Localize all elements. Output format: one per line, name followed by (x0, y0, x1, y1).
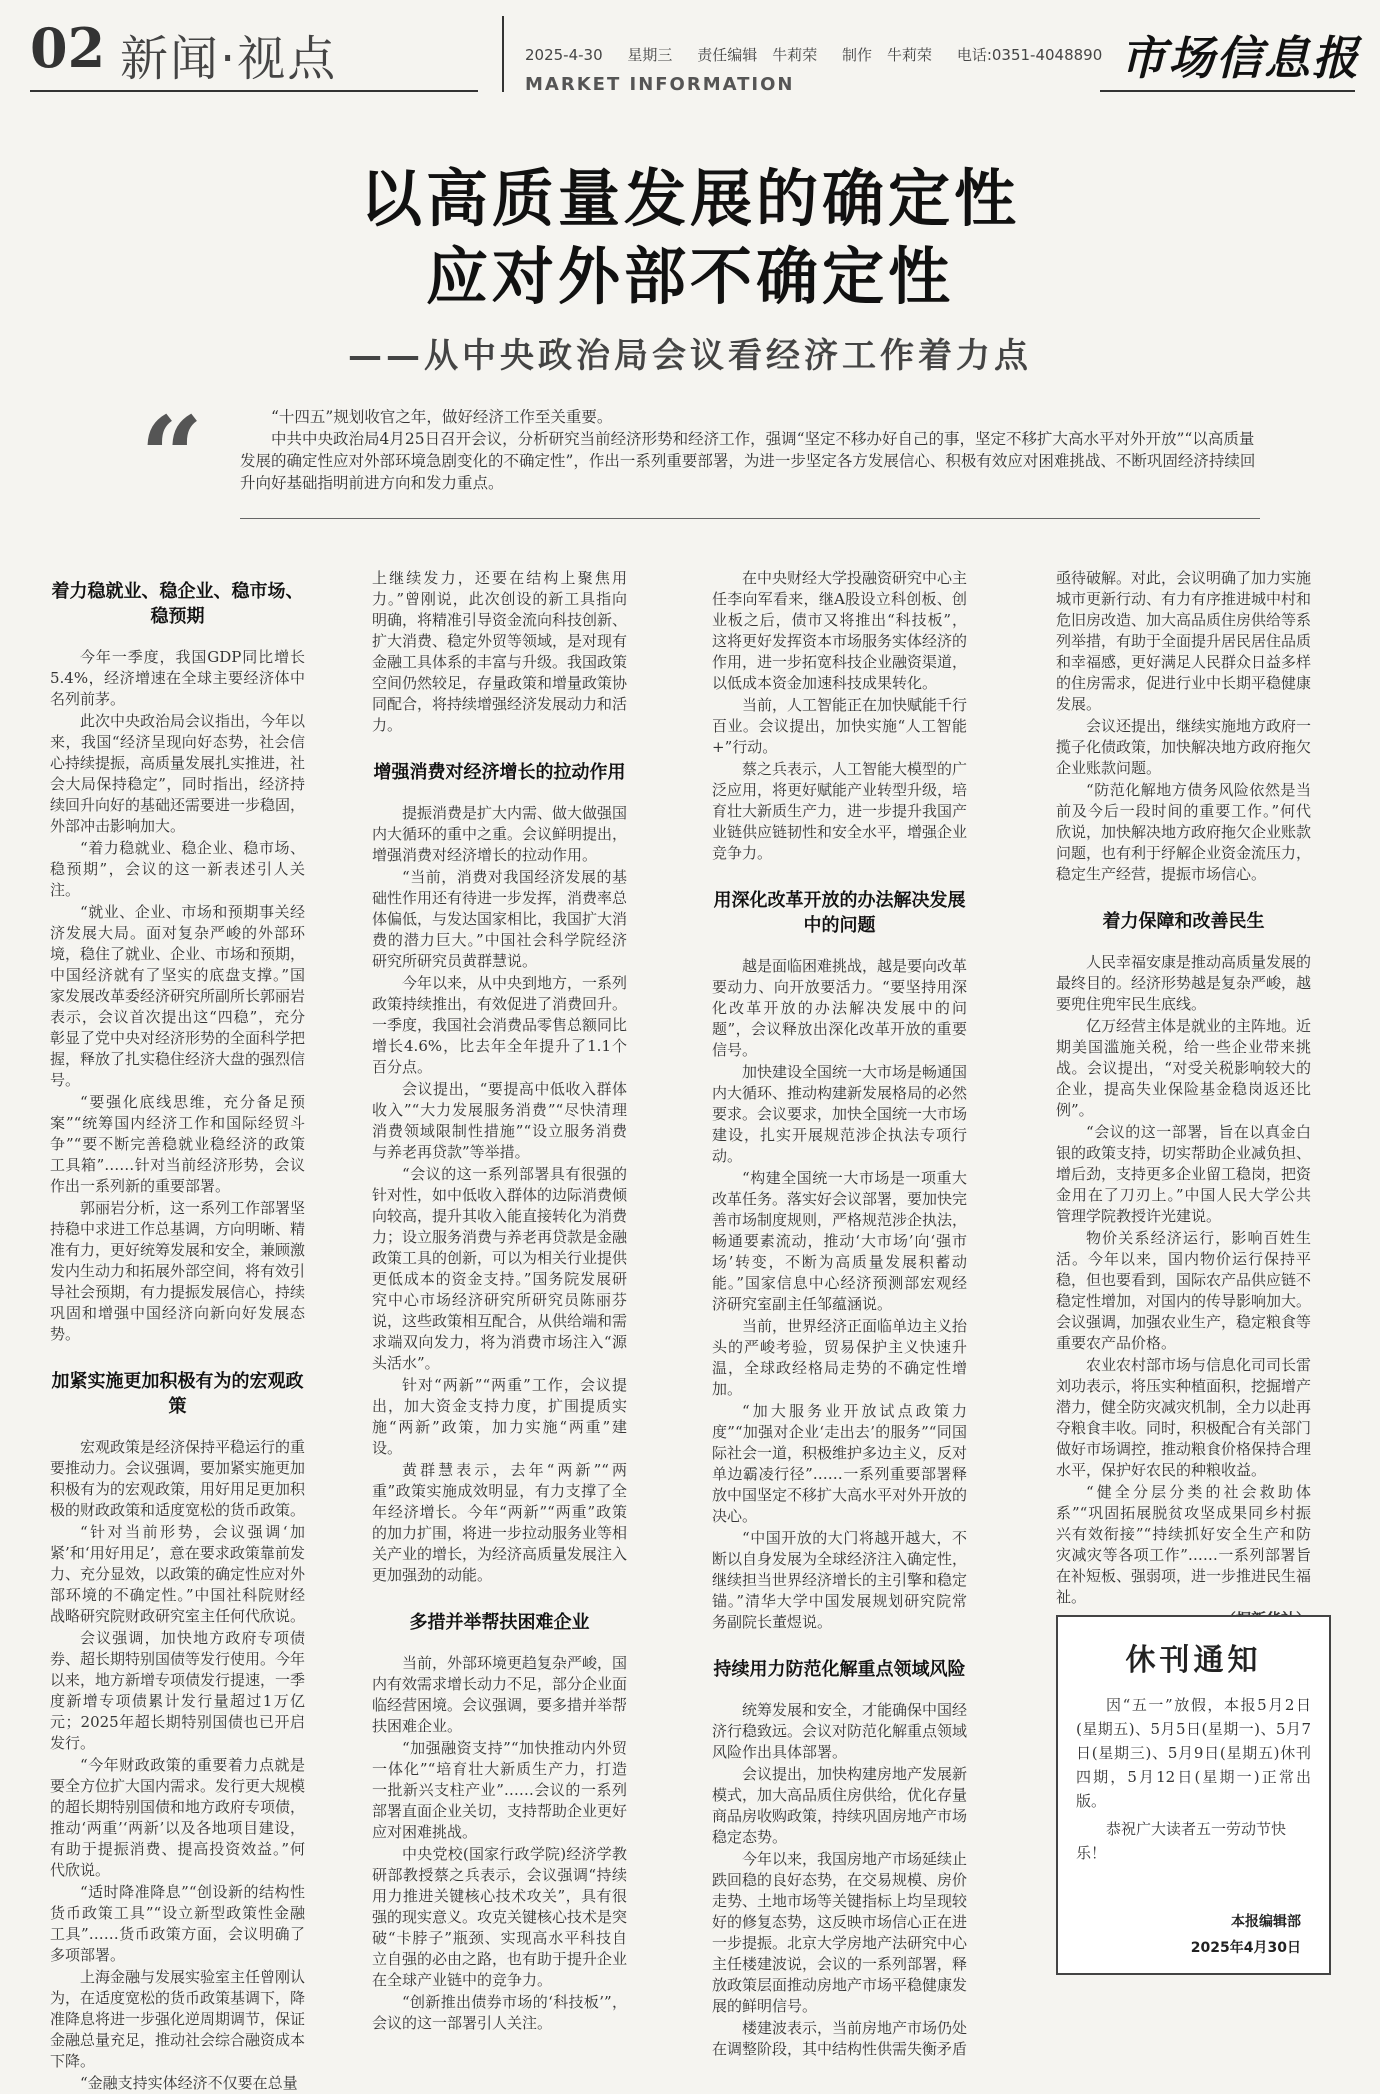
paragraph: 人民幸福安康是推动高质量发展的最终目的。经济形势越是复杂严峻，越要兜住兜牢民生底线。 (1056, 953, 1312, 1013)
paragraph: 会议强调，加快地方政府专项债券、超长期特别国债等发行使用。今年以来，地方新增专项债发行提速，一季度新增专项债累计发行量超过1万亿元；2025年超长期特别国债也已开启发行。 (50, 1629, 306, 1752)
paragraph: 当前，外部环境更趋复杂严峻，国内有效需求增长动力不足，部分企业面临经营困境。会议强调，要多措并举帮扶困难企业。 (372, 1654, 628, 1735)
paragraph: 此次中央政治局会议指出，今年以来，我国“经济呈现向好态势，社会信心持续提振，高质量发展扎实推进，社会大局保持稳定”，同时指出，经济持续回升向好的基础还需要进一步稳固，外部冲击影响加大。 (50, 712, 306, 835)
paragraph: “着力稳就业、稳企业、稳市场、稳预期”，会议的这一新表述引人关注。 (50, 839, 305, 899)
issue-producer: 制作 牛莉荣 (842, 46, 933, 64)
paragraph: “构建全国统一大市场是一项重大改革任务。落实好会议部署，要加快完善市场制度规则，严格规范涉企执法，畅通要素流动，推动‘大市场’向‘强市场’转变，不断为高质量发展积蓄动能。”国家信息中心经济预测部宏观经济研究室副主任邹蕴涵说。 (712, 1169, 968, 1313)
paragraph: “会议的这一系列部署具有很强的针对性，如中低收入群体的边际消费倾向较高，提升其收入能直接转化为消费力；设立服务消费与养老再贷款是金融政策工具的创新，可以为相关行业提供更低成本的资金支持。”国务院发展研究中心市场经济研究所研究员陈丽芬说，这些政策相互配合，从供给端和需求端双向发力，将为消费市场注入“源头活水”。 (372, 1165, 628, 1372)
paragraph: 今年一季度，我国GDP同比增长5.4%，经济增速在全球主要经济体中名列前茅。 (50, 648, 305, 708)
article-headline (0, 160, 1380, 316)
notice-body: 因“五一”放假，本报5月2日(星期五)、5月5日(星期一)、5月7日(星期三)、5月9日(星期五)休刊四期，5月12日(星期一)正常出版。 (1076, 1696, 1311, 1810)
paragraph: “中国开放的大门将越开越大，不断以自身发展为全球经济注入确定性，继续担当世界经济增长的主引擎和稳定锚。”清华大学中国发展规划研究院常务副院长董煜说。 (712, 1529, 968, 1631)
notice-wish: 恭祝广大读者五一劳动节快乐！ (1076, 1820, 1287, 1862)
paragraph: “今年财政政策的重要着力点就是要全方位扩大国内需求。发行更大规模的超长期特别国债和地方政府专项债，推动‘两重’‘两新’以及各地项目建设，有助于提振消费、提高投资效益。”何代欣说。 (50, 1756, 306, 1879)
header-rule-right (1100, 90, 1355, 92)
paragraph: 宏观政策是经济保持平稳运行的重要推动力。会议强调，要加紧实施更加积极有为的宏观政策，用好用足更加积极的财政政策和适度宽松的货币政策。 (50, 1438, 306, 1519)
paragraph: “适时降准降息”“创设新的结构性货币政策工具”“设立新型政策性金融工具”……货币政策方面，会议明确了多项部署。 (50, 1883, 305, 1964)
paragraph: 楼建波表示，当前房地产市场仍处在调整阶段，其中结构性供需失衡矛盾 (712, 2019, 968, 2058)
paragraph: “健全分层分类的社会救助体系”“巩固拓展脱贫攻坚成果同乡村振兴有效衔接”“持续抓好安全生产和防灾减灾等各项工作”……一系列部署旨在补短板、强弱项，进一步推进民生福祉。 (1056, 1483, 1312, 1606)
paragraph: 亿万经营主体是就业的主阵地。近期美国滥施关税，给一些企业带来挑战。会议提出，“对受关税影响较大的企业，提高失业保险基金稳岗返还比例”。 (1056, 1017, 1312, 1119)
paragraph: 农业农村部市场与信息化司司长雷刘功表示，将压实种植面积，挖掘增产潜力，健全防灾减灾机制，全力以赴再夺粮食丰收。同时，积极配合有关部门做好市场调控，推动粮食价格保持合理水平，保护好农民的种粮收益。 (1056, 1356, 1312, 1479)
paragraph: 当前，世界经济正面临单边主义抬头的严峻考验，贸易保护主义快速升温，全球政经格局走势的不确定性增加。 (712, 1317, 968, 1398)
paragraph: “针对当前形势，会议强调‘加紧’和‘用好用足’，意在要求政策靠前发力、充分显效，以政策的确定性应对外部环境的不确定性。”中国社科院财经战略研究院财政研究室主任何代欣说。 (50, 1523, 306, 1625)
issue-phone: 电话:0351-4048890 (956, 46, 1103, 64)
paragraph: 黄群慧表示，去年“两新”“两重”政策实施成效明显，有力支撑了全年经济增长。今年“两新”“两重”政策的加力扩围，将进一步拉动服务业等相关产业的增长，为经济高质量发展注入更加强劲的动能。 (372, 1461, 628, 1584)
paragraph: 统筹发展和安全，才能确保中国经济行稳致远。会议对防范化解重点领域风险作出具体部署。 (712, 1701, 968, 1761)
paragraph: 今年以来，我国房地产市场延续止跌回稳的良好态势，在交易规模、房价走势、土地市场等关键指标上均呈现较好的修复态势，这反映市场信心正在进一步提振。北京大学房地产法研究中心主任楼建波说，会议的一系列部署，释放政策层面推动房地产市场平稳健康发展的鲜明信号。 (712, 1850, 968, 2015)
paragraph: “加大服务业开放试点政策力度”“加强对企业‘走出去’的服务”“同国际社会一道，积极维护多边主义，反对单边霸凌行径”……一系列重要部署释放中国坚定不移扩大高水平对外开放的决心。 (712, 1402, 968, 1525)
paragraph: 亟待破解。对此，会议明确了加力实施城市更新行动、有力有序推进城中村和危旧房改造、加大高品质住房供给等系列举措，有助于全面提升居民居住品质和幸福感，更好满足人民群众日益多样的住房需求，促进行业中长期平稳健康发展。 (1056, 569, 1312, 713)
notice-title: 休刊通知 (1125, 1643, 1262, 1678)
paragraph: 上继续发力，还要在结构上聚焦用力。”曾刚说，此次创设的新工具指向明确，将精准引导资金流向科技创新、扩大消费、稳定外贸等领域，是对现有金融工具体系的丰富与升级。我国政策空间仍然较足，存量政策和增量政策协同配合，将持续增强经济发展动力和活力。 (372, 569, 628, 734)
paragraph: 提振消费是扩大内需、做大做强国内大循环的重中之重。会议鲜明提出，增强消费对经济增长的拉动作用。 (372, 804, 628, 864)
suspension-notice (1056, 1615, 1331, 1975)
paragraph: 物价关系经济运行，影响百姓生活。今年以来，国内物价运行保持平稳，但也要看到，国际农产品供应链不稳定性增加，对国内的传导影响加大。会议强调，加强农业生产，稳定粮食等重要农产品价格。 (1056, 1229, 1312, 1352)
page-number: 02 (30, 16, 106, 80)
paragraph: 针对“两新”“两重”工作，会议提出，加大资金支持力度，扩围提质实施“两新”政策，加力实施“两重”建设。 (372, 1376, 627, 1457)
issue-meta (525, 44, 1116, 65)
article-lead (240, 406, 1260, 494)
subheading: 加紧实施更加积极有为的宏观政策 (51, 1371, 304, 1417)
paragraph: 中央党校(国家行政学院)经济学教研部教授蔡之兵表示，会议强调“持续用力推进关键核心技术攻关”，具有很强的现实意义。攻克关键核心技术是突破“卡脖子”瓶颈、实现高水平科技自立自强的必由之路，也有助于提升企业在全球产业链中的竞争力。 (372, 1845, 628, 1989)
paragraph: “要强化底线思维，充分备足预案”“统筹国内经济工作和国际经贸斗争”“要不断完善稳就业稳经济的政策工具箱”……针对当前经济形势，会议作出一系列新的重要部署。 (50, 1093, 305, 1195)
section-title: 新闻·视点 (120, 31, 338, 87)
quote-mark-icon: “ (140, 392, 204, 521)
paragraph: 当前，人工智能正在加快赋能千行百业。会议提出，加快实施“人工智能+”行动。 (712, 696, 968, 756)
paragraph: 在中央财经大学投融资研究中心主任李向军看来，继A股设立科创板、创业板之后，债市又将推出“科技板”，这将更好发挥资本市场服务实体经济的作用，进一步拓宽科技企业融资渠道，以低成本资金加速科技成果转化。 (712, 569, 968, 692)
headline-line-1: 以高质量发展的确定性 (359, 162, 1020, 235)
paragraph: “当前，消费对我国经济发展的基础性作用还有待进一步发挥，消费率总体偏低，与发达国家相比，我国扩大消费的潜力巨大。”中国社会科学院经济研究所研究员黄群慧说。 (372, 868, 628, 970)
subheading: 用深化改革开放的办法解决发展中的问题 (713, 890, 966, 936)
article-column-2 (372, 568, 628, 2032)
headline-line-2: 应对外部不确定性 (425, 240, 954, 313)
paragraph: “就业、企业、市场和预期事关经济发展大局。面对复杂严峻的外部环境，稳住了就业、企业、市场和预期，中国经济就有了坚实的底盘支撑。”国家发展改革委经济研究所副所长郭丽岩表示，会议首次提出这“四稳”，充分彰显了党中央对经济形势的全面科学把握，释放了扎实稳住经济大盘的强烈信号。 (50, 903, 306, 1089)
subheading: 增强消费对经济增长的拉动作用 (373, 762, 626, 783)
article-column-4 (1056, 568, 1312, 1606)
paragraph: “加强融资支持”“加快推动内外贸一体化”“培育壮大新质生产力，打造一批新兴支柱产业”……会议的一系列部署直面企业关切，支持帮助企业更好应对困难挑战。 (372, 1739, 628, 1841)
paragraph: “创新推出债券市场的‘科技板’”，会议的这一部署引人关注。 (372, 1993, 627, 2032)
header-rule-left (30, 90, 478, 92)
page-header (0, 0, 1380, 100)
paragraph: 蔡之兵表示，人工智能大模型的广泛应用，将更好赋能产业转型升级，培育壮大新质生产力，进一步提升我国产业链供应链韧性和安全水平，增强企业竞争力。 (712, 760, 968, 862)
notice-date: 2025年4月30日 (1190, 1940, 1301, 1956)
issue-weekday: 星期三 (627, 46, 673, 64)
header-divider (502, 16, 504, 92)
article-column-1 (50, 555, 306, 2092)
subheading: 着力保障和改善民生 (1102, 911, 1265, 932)
paragraph: 加快建设全国统一大市场是畅通国内大循环、推动构建新发展格局的必然要求。会议要求，加快全国统一大市场建设，扎实开展规范涉企执法专项行动。 (712, 1063, 968, 1165)
paragraph: 郭丽岩分析，这一系列工作部署坚持稳中求进工作总基调，方向明晰、精准有力，更好统筹发展和安全，兼顾激发内生动力和拓展外部空间，将有效引导社会预期，有力提振发展信心，持续巩固和增强中国经济向新向好发展态势。 (50, 1199, 306, 1343)
paragraph: 会议还提出，继续实施地方政府一揽子化债政策，加快解决地方政府拖欠企业账款问题。 (1056, 717, 1312, 777)
paragraph: 今年以来，从中央到地方，一系列政策持续推出，有效促进了消费回升。一季度，我国社会消费品零售总额同比增长4.6%，比去年全年提升了1.1个百分点。 (372, 974, 628, 1076)
subheading: 着力稳就业、稳企业、稳市场、稳预期 (51, 581, 304, 627)
lead-paragraph: 中共中央政治局4月25日召开会议，分析研究当前经济形势和经济工作，强调“坚定不移办好自己的事，坚定不移扩大高水平对外开放”“以高质量发展的确定性应对外部环境急剧变化的不确定性”，作出一系列重要部署，为进一步坚定各方发展信心、积极有效应对困难挑战、不断巩固经济持续回升向好基础指明前进方向和发力重点。 (240, 430, 1256, 492)
paragraph: 上海金融与发展实验室主任曾刚认为，在适度宽松的货币政策基调下，降准降息将进一步强化逆周期调节，保证金融总量充足，推动社会综合融资成本下降。 (50, 1968, 306, 2070)
masthead-logo: 市场信息报 (1120, 31, 1360, 85)
article-subheadline: ——从中央政治局会议看经济工作着力点 (348, 336, 1032, 376)
lead-divider (240, 518, 1260, 519)
paragraph: “防范化解地方债务风险依然是当前及今后一段时间的重要工作。”何代欣说，加快解决地方政府拖欠企业账款问题，也有利于纾解企业资金流压力，稳定生产经营，提振市场信心。 (1056, 781, 1312, 883)
paragraph: 会议提出，“要提高中低收入群体收入”“大力发展服务消费”“尽快清理消费领域限制性措施”“设立服务消费与养老再贷款”等举措。 (372, 1080, 627, 1161)
issue-date: 2025-4-30 (525, 46, 603, 64)
paragraph: 会议提出，加快构建房地产发展新模式，加大高品质住房供给，优化存量商品房收购政策，持续巩固房地产市场稳定态势。 (712, 1765, 968, 1846)
subheading: 持续用力防范化解重点领域风险 (713, 1659, 966, 1680)
lead-paragraph: “十四五”规划收官之年，做好经济工作至关重要。 (271, 408, 613, 426)
paragraph: 越是面临困难挑战，越是要向改革要动力、向开放要活力。“要坚持用深化改革开放的办法解决发展中的问题”，会议释放出深化改革开放的重要信号。 (712, 957, 968, 1059)
subheading: 多措并举帮扶困难企业 (409, 1612, 590, 1633)
article-column-3 (712, 568, 968, 2058)
masthead-english: MARKET INFORMATION (525, 74, 795, 95)
paragraph: “金融支持实体经济不仅要在总量 (80, 2074, 298, 2092)
issue-editor: 责任编辑 牛莉荣 (697, 46, 818, 64)
paragraph: “会议的这一部署，旨在以真金白银的政策支持，切实帮助企业减负担、增后劲，支持更多企业留工稳岗，把资金用在了刀刃上。”中国人民大学公共管理学院教授许光建说。 (1056, 1123, 1312, 1225)
notice-signature: 本报编辑部 (1231, 1914, 1301, 1930)
